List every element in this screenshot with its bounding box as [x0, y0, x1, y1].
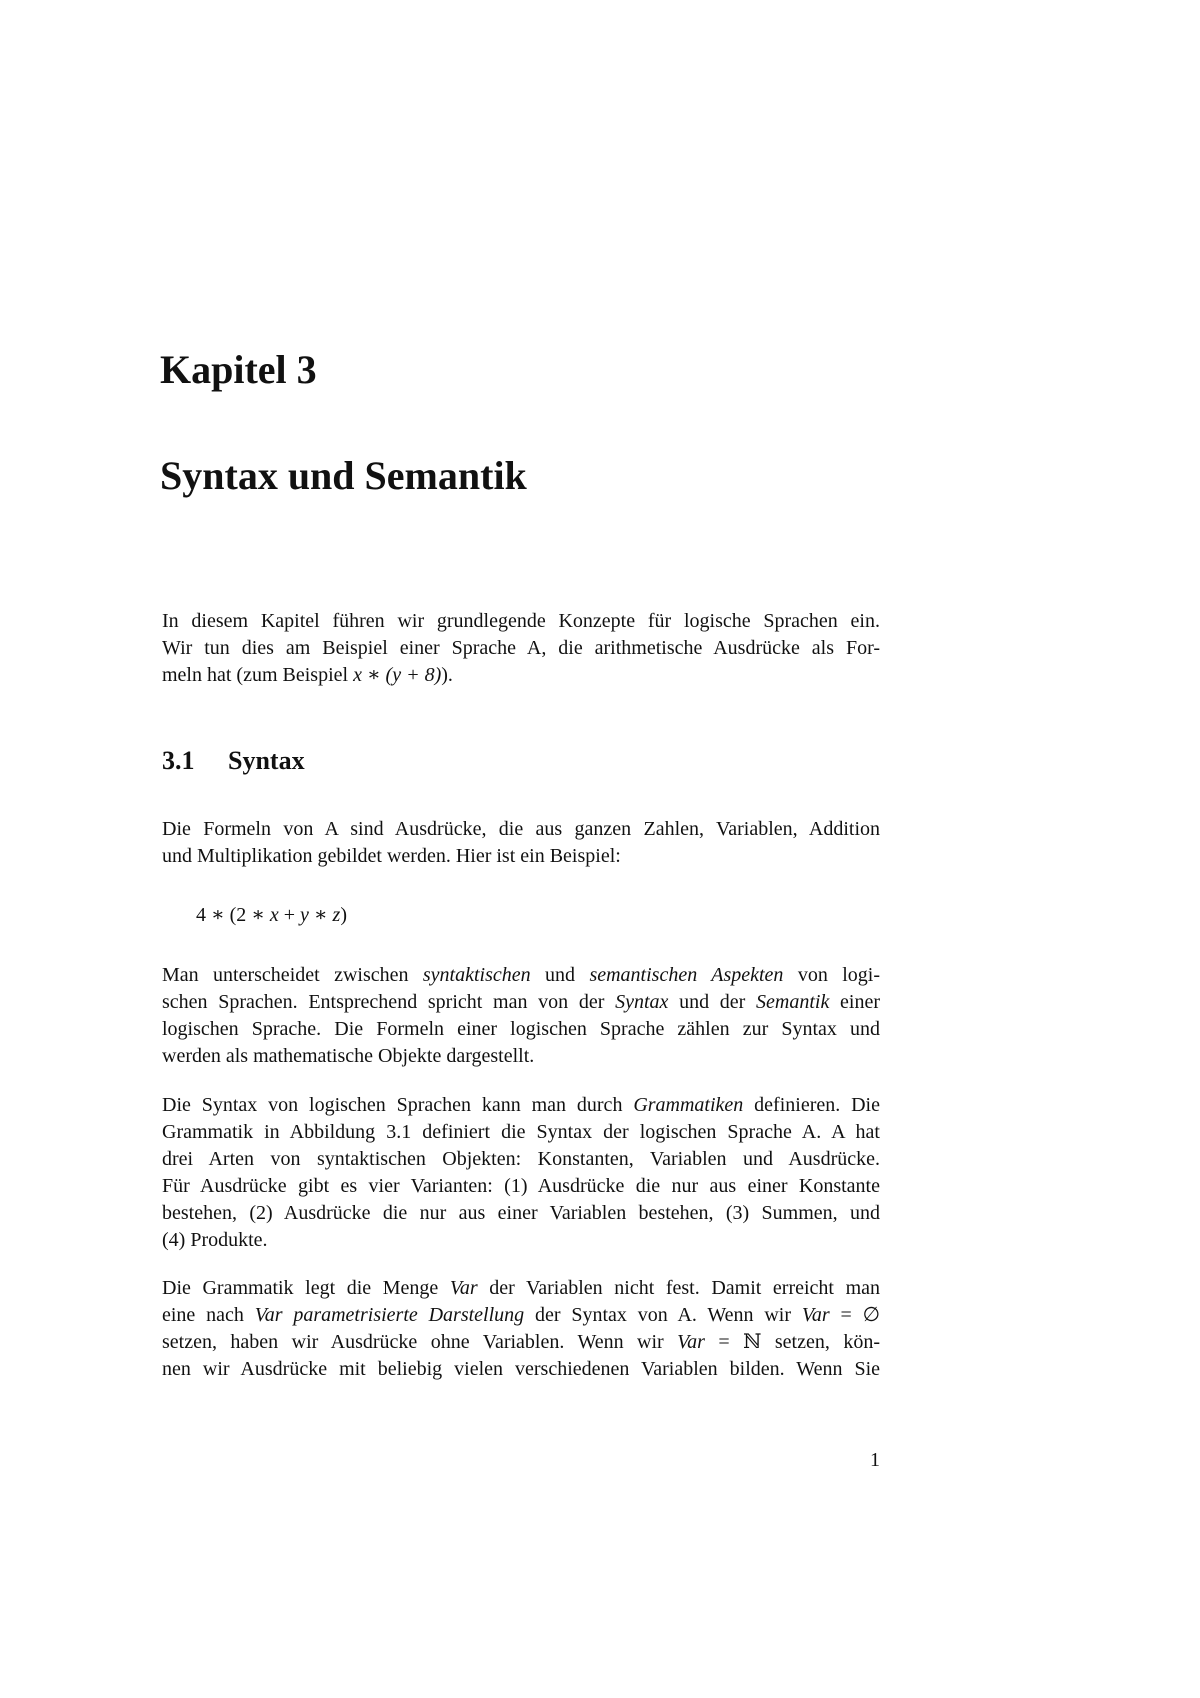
p3-line-6: (4) Produkte.: [162, 1229, 268, 1251]
p4-l2-em2: Var: [801, 1304, 830, 1326]
formula-part-4: ): [340, 904, 347, 926]
p2-l1-a: Man unterscheidet zwischen: [162, 964, 423, 986]
syntax-paragraph-4: [162, 1275, 880, 1383]
p4-l2-em: Var parametrisierte Darstellung: [254, 1304, 525, 1326]
p3-line-4: Für Ausdrücke gibt es vier Varianten: (1) Ausdrücke die nur aus einer Konstante: [162, 1175, 880, 1197]
p2-line-4: werden als mathematische Objekte dargestellt.: [162, 1045, 535, 1067]
p4-l1-b: der Variablen nicht fest. Damit erreicht man: [477, 1277, 880, 1299]
formula-part-1: 4 ∗ (2 ∗: [196, 904, 270, 926]
p2-l2-em1: Syntax: [615, 991, 669, 1013]
formula-var-x: x: [269, 904, 279, 926]
p2-l2-a: schen Sprachen. Entsprechend spricht man von der: [162, 991, 616, 1013]
intro-inline-formula: x ∗ (y + 8): [353, 664, 442, 686]
p3-l1-a: Die Syntax von logischen Sprachen kann man durch: [162, 1094, 634, 1116]
syntax-paragraph-3: [162, 1092, 880, 1254]
p4-l1-em: Var: [449, 1277, 478, 1299]
p3-line-5: bestehen, (2) Ausdrücke die nur aus einer Variablen bestehen, (3) Summen, und: [162, 1202, 880, 1224]
p4-line-1: [162, 1275, 880, 1302]
p3-line-3: drei Arten von syntaktischen Objekten: Konstanten, Variablen und Ausdrücke.: [162, 1148, 880, 1170]
p4-l3-a: setzen, haben wir Ausdrücke ohne Variablen. Wenn wir: [162, 1331, 678, 1353]
intro-line-3-end: ).: [441, 664, 453, 686]
p2-l1-c: von logi-: [783, 964, 880, 986]
p3-l1-b: definieren. Die: [743, 1094, 880, 1116]
p2-l1-em2: semantischen Aspekten: [589, 964, 784, 986]
p2-line-3: logischen Sprache. Die Formeln einer logischen Sprache zählen zur Syntax und: [162, 1018, 880, 1040]
intro-line-1: In diesem Kapitel führen wir grundlegende Konzepte für logische Sprachen ein.: [162, 610, 880, 632]
p4-l2-c: = ∅: [829, 1304, 880, 1326]
p3-l1-em: Grammatiken: [633, 1094, 744, 1116]
p4-line-2: [162, 1302, 880, 1329]
intro-line-3: [162, 662, 880, 689]
intro-line-2: Wir tun dies am Beispiel einer Sprache A, die arithmetische Ausdrücke als For-: [162, 637, 880, 659]
p2-l1-em1: syntaktischen: [422, 964, 531, 986]
p2-l2-c: einer: [829, 991, 880, 1013]
p3-line-2: Grammatik in Abbildung 3.1 definiert die Syntax der logischen Sprache A. A hat: [162, 1121, 880, 1143]
syntax-paragraph-2: [162, 962, 880, 1070]
section-number: 3.1: [162, 746, 195, 775]
page-number: 1: [870, 1449, 880, 1471]
p2-line-1: [162, 962, 880, 989]
p4-l2-b: der Syntax von A. Wenn wir: [524, 1304, 802, 1326]
formula-part-2: +: [278, 904, 301, 926]
formula-var-z: z: [332, 904, 341, 926]
section-title: Syntax: [228, 746, 305, 775]
intro-line-3-text: meln hat (zum Beispiel: [162, 664, 354, 686]
formula-var-y: y: [300, 904, 309, 926]
p4-l3-em: Var: [677, 1331, 705, 1353]
p2-l2-b: und der: [668, 991, 757, 1013]
p2-line-2: [162, 989, 880, 1016]
intro-paragraph: [162, 608, 880, 689]
chapter-label: Kapitel 3: [160, 347, 317, 392]
p4-line-3: [162, 1329, 880, 1356]
section-heading: [162, 748, 305, 774]
example-formula: [196, 902, 347, 929]
p1-line-2: und Multiplikation gebildet werden. Hier ist ein Beispiel:: [162, 845, 621, 867]
chapter-title: Syntax und Semantik: [160, 453, 527, 498]
p4-l3-b: = ℕ setzen, kön-: [704, 1331, 880, 1353]
p2-l2-em2: Semantik: [756, 991, 830, 1013]
p3-line-1: [162, 1092, 880, 1119]
p4-line-4: nen wir Ausdrücke mit beliebig vielen verschiedenen Variablen bilden. Wenn Sie: [162, 1358, 880, 1380]
p4-l2-a: eine nach: [162, 1304, 255, 1326]
p1-line-1: Die Formeln von A sind Ausdrücke, die aus ganzen Zahlen, Variablen, Addition: [162, 818, 880, 840]
p4-l1-a: Die Grammatik legt die Menge: [162, 1277, 450, 1299]
formula-part-3: ∗: [308, 904, 333, 926]
syntax-paragraph-1: [162, 816, 880, 870]
p2-l1-b: und: [530, 964, 590, 986]
